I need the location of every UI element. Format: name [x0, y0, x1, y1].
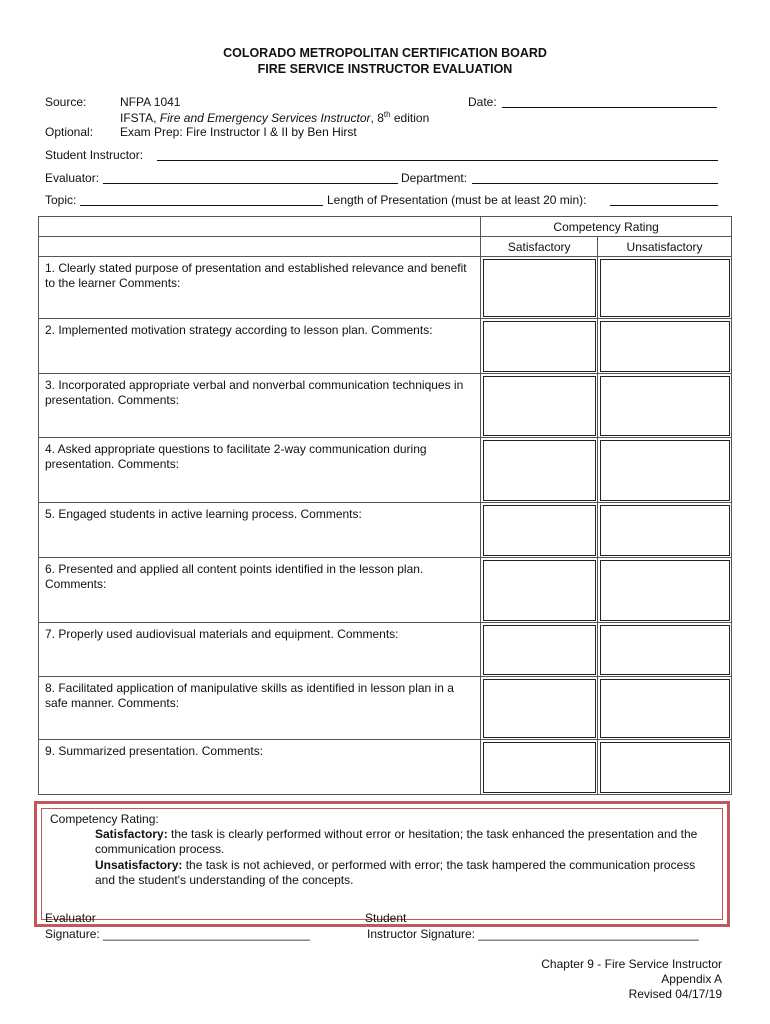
table-row [39, 558, 732, 623]
criterion-text: 5. Engaged students in active learning process. Comments: [39, 503, 481, 558]
satisfactory-box[interactable] [481, 374, 598, 438]
source-line2: IFSTA, Fire and Emergency Services Instructor, 8th edition [120, 110, 430, 125]
date-field[interactable] [502, 107, 717, 108]
satisfactory-box[interactable] [481, 558, 598, 623]
evaluator-signature-field[interactable]: Signature: _______________________________ [45, 927, 310, 941]
length-label: Length of Presentation (must be at least 20 min): [327, 193, 587, 207]
table-header-blank [39, 217, 481, 237]
satisfactory-box[interactable] [481, 623, 598, 677]
criterion-text: 6. Presented and applied all content points identified in the lesson plan. Comments: [39, 558, 481, 623]
criterion-text: 3. Incorporated appropriate verbal and nonverbal communication techniques in presentation. Comments: [39, 374, 481, 438]
student-signature-label: Student [365, 911, 407, 925]
satisfactory-box[interactable] [481, 438, 598, 503]
criterion-text: 8. Facilitated application of manipulative skills as identified in lesson plan in a safe manner. Comments: [39, 677, 481, 740]
unsatisfactory-box[interactable] [598, 623, 732, 677]
table-row [39, 503, 732, 558]
satisfactory-header: Satisfactory [481, 237, 598, 257]
form-title: COLORADO METROPOLITAN CERTIFICATION BOARD [223, 46, 547, 60]
department-field[interactable] [472, 183, 718, 184]
table-row [39, 740, 732, 795]
unsatisfactory-box[interactable] [598, 740, 732, 795]
evaluator-label: Evaluator: [45, 171, 100, 185]
table-header-blank [39, 237, 481, 257]
evaluator-signature-label: Evaluator [45, 911, 96, 925]
competency-rating-header: Competency Rating [481, 217, 732, 237]
criterion-text: 7. Properly used audiovisual materials and equipment. Comments: [39, 623, 481, 677]
table-row [39, 623, 732, 677]
legend-unsatisfactory: Unsatisfactory: the task is not achieved, or performed with error; the task hampered the communication process and the student's understanding of the concepts. [95, 858, 696, 887]
unsatisfactory-box[interactable] [598, 374, 732, 438]
length-field[interactable] [610, 205, 718, 206]
footer-revised: Revised 04/17/19 [628, 987, 722, 1001]
source-line1: NFPA 1041 [120, 95, 181, 109]
satisfactory-box[interactable] [481, 740, 598, 795]
competency-legend-box [34, 801, 730, 927]
unsatisfactory-box[interactable] [598, 438, 732, 503]
unsatisfactory-box[interactable] [598, 503, 732, 558]
table-row [39, 374, 732, 438]
satisfactory-box[interactable] [481, 319, 598, 374]
footer-chapter: Chapter 9 - Fire Service Instructor [541, 957, 722, 971]
student-signature-field[interactable]: Instructor Signature: _________________________________ [367, 927, 699, 941]
evaluation-table [38, 216, 732, 795]
unsatisfactory-box[interactable] [598, 257, 732, 319]
criterion-text: 4. Asked appropriate questions to facilitate 2-way communication during presentation. Comments: [39, 438, 481, 503]
satisfactory-box[interactable] [481, 503, 598, 558]
footer [541, 957, 722, 1002]
table-row [39, 257, 732, 319]
satisfactory-box[interactable] [481, 677, 598, 740]
student-instructor-label: Student Instructor: [45, 148, 144, 162]
optional-text: Exam Prep: Fire Instructor I & II by Ben Hirst [120, 125, 357, 139]
form-subtitle: FIRE SERVICE INSTRUCTOR EVALUATION [257, 62, 513, 76]
unsatisfactory-box[interactable] [598, 677, 732, 740]
satisfactory-box[interactable] [481, 257, 598, 319]
department-label: Department: [401, 171, 468, 185]
topic-field[interactable] [80, 205, 323, 206]
table-row [39, 319, 732, 374]
legend-heading: Competency Rating: [50, 812, 159, 826]
footer-appendix: Appendix A [661, 972, 722, 986]
criterion-text: 2. Implemented motivation strategy according to lesson plan. Comments: [39, 319, 481, 374]
unsatisfactory-header: Unsatisfactory [598, 237, 732, 257]
criterion-text: 1. Clearly stated purpose of presentation and established relevance and benefit to the learner Comments: [39, 257, 481, 319]
evaluator-field[interactable] [103, 183, 398, 184]
student-instructor-field[interactable] [157, 160, 718, 161]
date-label: Date: [468, 95, 497, 109]
source-label: Source: [45, 95, 87, 109]
unsatisfactory-box[interactable] [598, 558, 732, 623]
criterion-text: 9. Summarized presentation. Comments: [39, 740, 481, 795]
table-row [39, 677, 732, 740]
unsatisfactory-box[interactable] [598, 319, 732, 374]
legend-satisfactory: Satisfactory: the task is clearly performed without error or hesitation; the task enhanced the presentation and the communication process. [95, 827, 698, 856]
optional-label: Optional: [45, 125, 94, 139]
table-row [39, 438, 732, 503]
topic-label: Topic: [45, 193, 77, 207]
